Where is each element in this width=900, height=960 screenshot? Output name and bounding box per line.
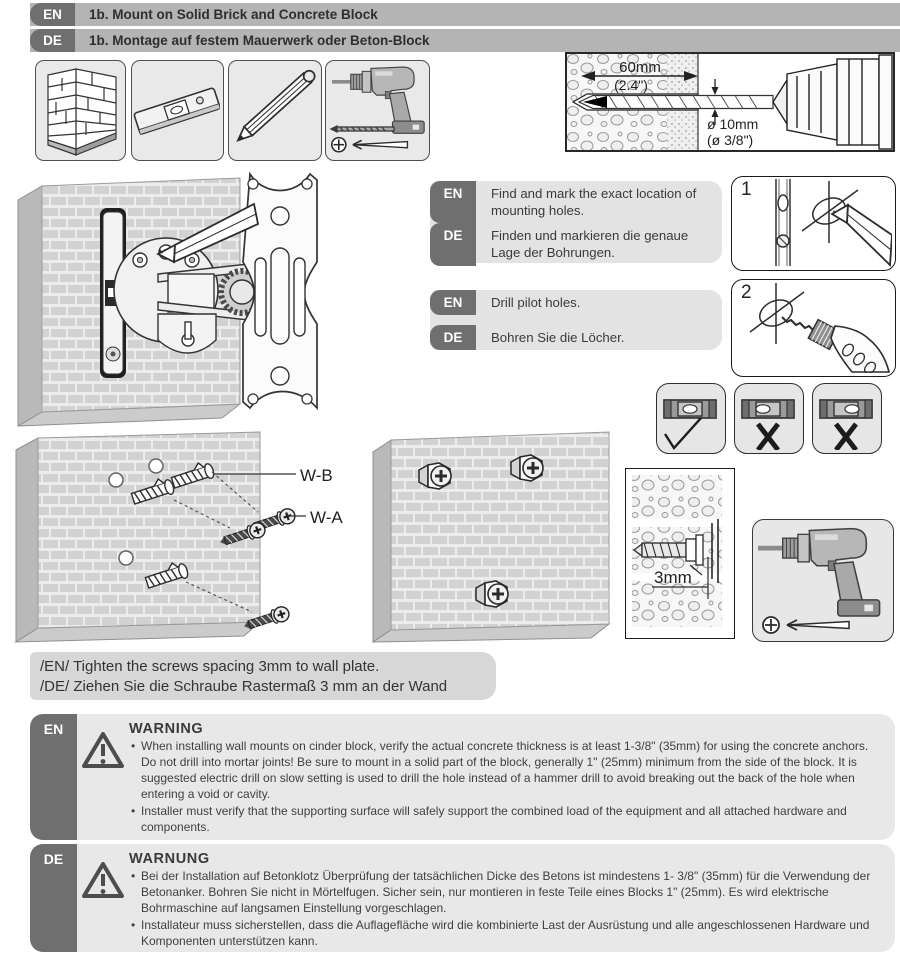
warning-list [129,869,885,950]
warning-bullet: • When installing wall mounts on cinder block, verify the actual concrete thickness is at least 1-3/8" (35mm) for using the concrete anchors. Do not drill into mortar joints! Be sure to mount in a solid part of the block, generally 1" (25mm) minimum from the side of the block. It is suggested electric drill on slow setting is used to drill the hole instead of a hammer drill to avoid breaking out the back of the hole when entering a void or cavity. [129,739,885,803]
instruction-row-en [430,181,722,223]
brick-wall [38,432,260,628]
instruction-text-de: Bohren Sie die Löcher. [491,329,625,345]
warning-icon-col [77,714,129,840]
level-check-bad-right [812,383,882,454]
anchor-part-label: W-B [300,466,333,485]
drill-hole-illustration [732,280,892,373]
depth-mm-label: 60mm [619,59,661,76]
pencil-icon [832,205,892,265]
instruction-row-en [430,290,722,315]
lang-badge-en: EN [30,3,75,26]
step-box-2 [731,279,896,377]
lang-badge-de: DE [30,29,75,52]
warning-block-en [77,714,895,840]
drill-tool-box [752,519,894,642]
wall-mount-illustration [8,162,420,435]
instruction-block-mark [430,181,722,263]
pencil-icon [229,61,318,157]
crosshair-mark [750,283,804,344]
depth-in-label: (2.4") [614,77,648,93]
warning-bullet: • Installateur muss sicherstellen, dass die Auflagefläche wird die kombinierte Last der Ausrüstung und alle angeschlossenen Hardware und Komponenten unterstützen kann. [129,918,885,950]
warning-tab-en: EN [30,714,77,840]
instruction-text-en: Find and mark the exact location of mounting holes. [491,186,697,219]
warning-bullet: • Bei der Installation auf Betonklotz Überprüfung der tatsächlichen Dicke des Betons ist mindestens 1- 3/8" (35mm) für die Verwendung der Betonanker. Bohren Sie nicht in Mörtelfugen. Sicher sein, nur montieren in feste Teile eines Blocks 1" (25mm). Es wird elektrische Bohrmaschine auf langsamen Einstellung vorgeschlagen. [129,869,885,917]
warning-block-de [77,844,895,952]
header-row-de [30,29,900,52]
anchor-wall-illustration [8,428,360,657]
step-number: 1 [741,179,752,200]
tighten-note [30,652,496,700]
tighten-note-en: /EN/ Tighten the screws spacing 3mm to wall plate. [40,658,380,675]
warning-bullet: • Installer must verify that the supporting surface will safely support the combined load of the equipment and all attached hardware and components. [129,804,885,836]
instruction-text-en: Drill pilot holes. [491,295,581,310]
level-check-ok [656,383,726,454]
dia-in-label: (ø 3/8") [707,132,754,148]
instruction-block-drill [430,290,722,350]
lang-badge-en: EN [430,181,476,223]
power-drill-icon [753,520,889,637]
step-number: 2 [741,282,752,303]
mark-hole-illustration [732,177,892,267]
screw-head-icon [419,463,451,489]
screw-part-label: W-A [310,508,343,527]
tool-box-drill [325,60,430,161]
power-drill-icon [326,61,426,157]
tool-box-level [131,60,224,161]
tool-box-pencil [228,60,322,161]
lang-badge-en: EN [430,290,476,315]
drill-icon [782,317,889,373]
tighten-note-de: /DE/ Ziehen Sie die Schraube Rastermaß 3 mm an der Wand [40,678,448,696]
brick-wall-icon [36,61,122,157]
cross-icon [836,424,856,450]
level-check-bad-left [734,383,804,454]
lang-badge-de: DE [430,223,476,265]
screwdriver-icon [763,617,849,633]
spirit-level-icon [132,61,220,157]
drill-spec-diagram [565,52,895,157]
instruction-row-de [430,325,722,350]
screw-head-icon [511,455,543,481]
section-title-en: 1b. Mount on Solid Brick and Concrete Block [89,7,378,22]
section-title-de: 1b. Montage auf festem Mauerwerk oder Beton-Block [89,33,430,48]
warning-icon-col [77,844,129,952]
instruction-row-de [430,223,722,265]
spacing-label: 3mm [654,568,692,587]
instruction-text-de: Finden und markieren die genaue Lage der Bohrungen. [491,228,689,261]
screwed-wall-illustration [363,424,621,655]
warning-list [129,739,885,836]
screw-head-icon [476,581,508,607]
warning-title: WARNUNG [129,851,210,867]
drill-bit-in-hole [579,96,773,109]
warning-triangle-icon [81,730,125,770]
step-box-1 [731,176,896,271]
warning-triangle-icon [81,860,125,900]
header-row-en [30,3,900,26]
lang-badge-de: DE [430,325,476,350]
check-icon [665,418,701,448]
tool-box-brick [35,60,126,161]
warning-title: WARNING [129,721,204,737]
warning-tab-de: DE [30,844,77,952]
spacing-detail-box [625,468,735,639]
cross-icon [758,424,778,450]
screwdriver-icon [332,138,408,152]
drill-bit-icon [331,126,394,132]
dia-mm-label: ø 10mm [707,116,759,132]
